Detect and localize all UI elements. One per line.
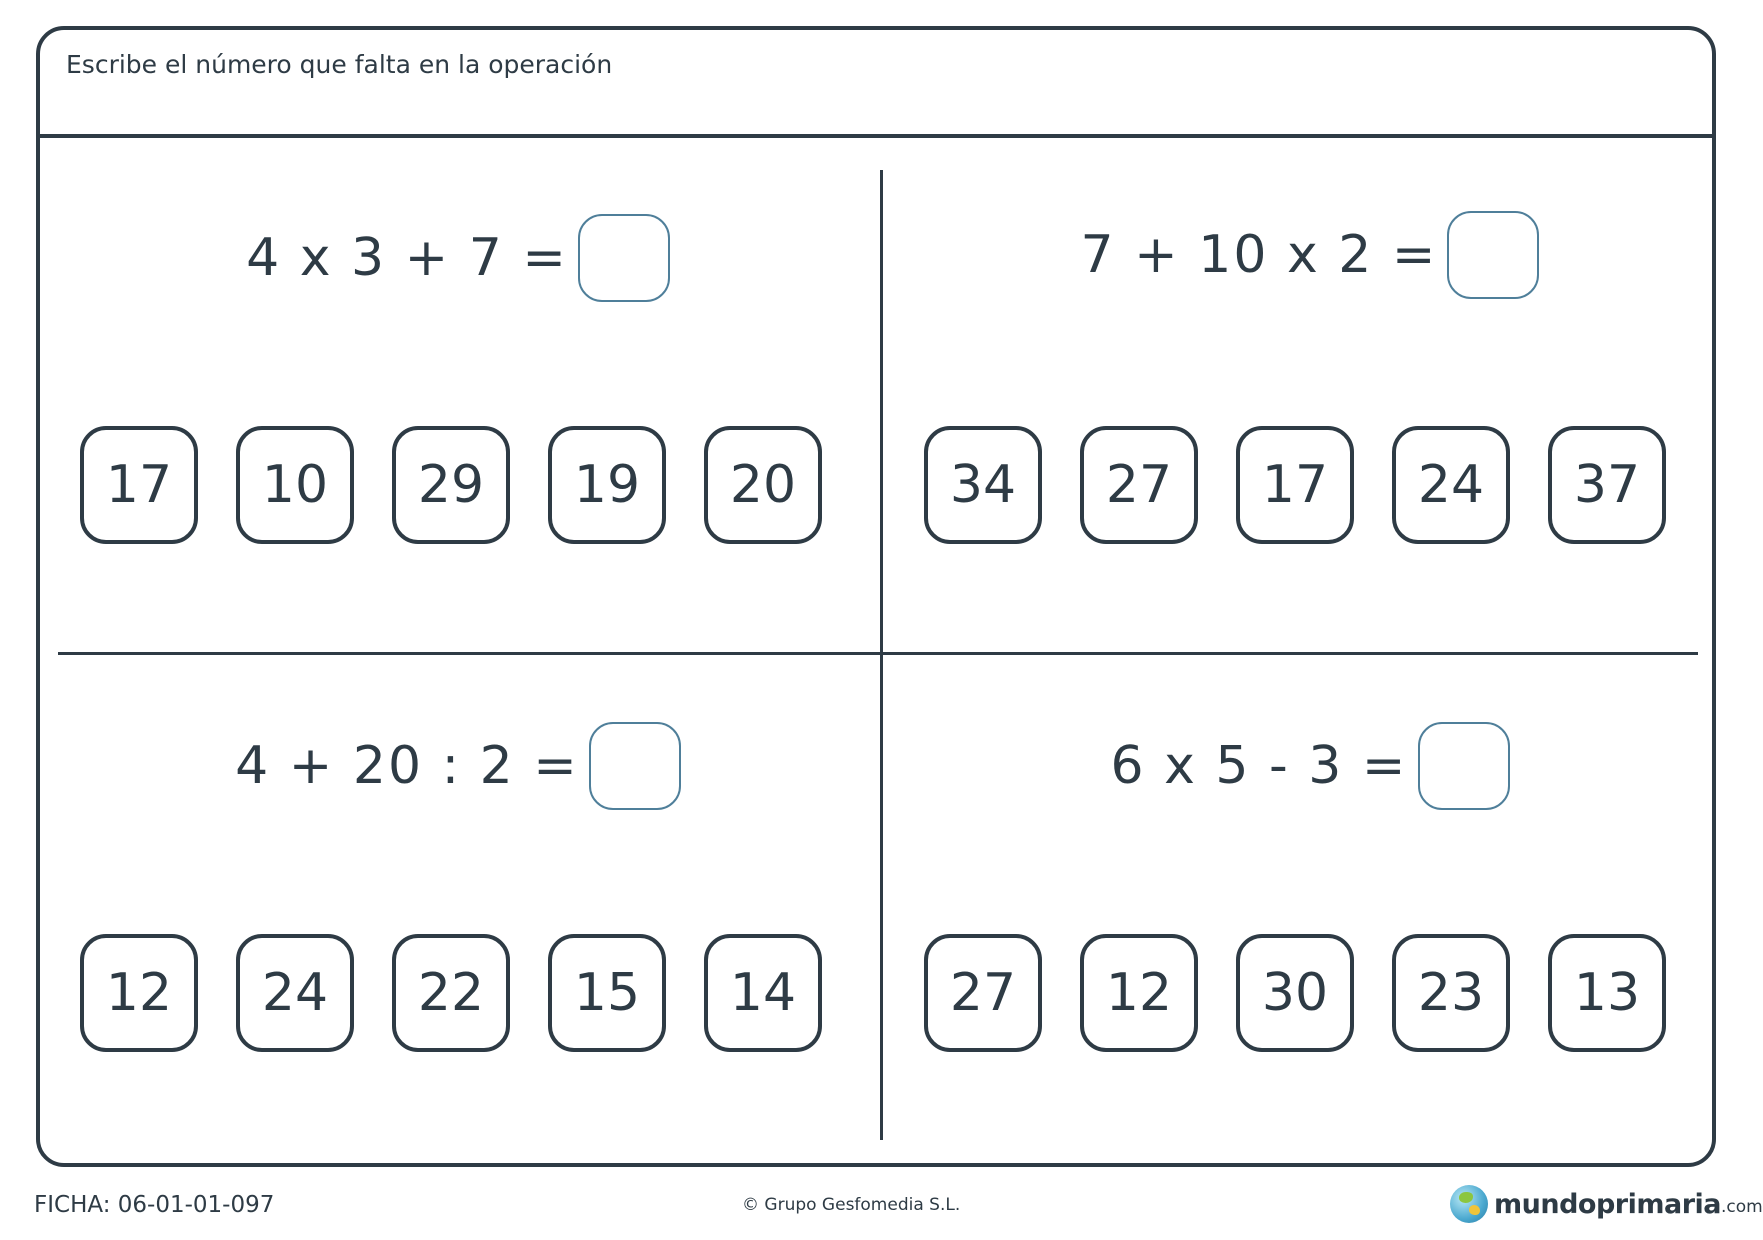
option-box[interactable]: 24 bbox=[1392, 426, 1510, 544]
logo-domain: .com bbox=[1721, 1197, 1763, 1217]
globe-icon bbox=[1450, 1185, 1488, 1223]
mundoprimaria-logo[interactable] bbox=[1450, 1185, 1763, 1223]
option-box[interactable]: 19 bbox=[548, 426, 666, 544]
exercise-4-equation bbox=[920, 716, 1700, 816]
equation-text: 7 + 10 x 2 = bbox=[1080, 225, 1438, 285]
option-box[interactable]: 23 bbox=[1392, 934, 1510, 1052]
horizontal-divider bbox=[58, 652, 1698, 655]
exercise-3-equation bbox=[68, 716, 848, 816]
answer-box[interactable] bbox=[578, 214, 670, 302]
answer-box[interactable] bbox=[1447, 211, 1539, 299]
equation-text: 4 x 3 + 7 = bbox=[246, 228, 568, 288]
option-box[interactable]: 12 bbox=[1080, 934, 1198, 1052]
exercise-4-options bbox=[924, 934, 1666, 1052]
option-box[interactable]: 24 bbox=[236, 934, 354, 1052]
option-box[interactable]: 14 bbox=[704, 934, 822, 1052]
option-box[interactable]: 27 bbox=[1080, 426, 1198, 544]
vertical-divider bbox=[880, 170, 883, 1140]
worksheet-code: FICHA: 06-01-01-097 bbox=[34, 1192, 275, 1218]
answer-box[interactable] bbox=[1418, 722, 1510, 810]
option-box[interactable]: 10 bbox=[236, 426, 354, 544]
instruction-text: Escribe el número que falta en la operación bbox=[66, 50, 613, 79]
option-box[interactable]: 37 bbox=[1548, 426, 1666, 544]
option-box[interactable]: 27 bbox=[924, 934, 1042, 1052]
option-box[interactable]: 22 bbox=[392, 934, 510, 1052]
logo-name: mundoprimaria bbox=[1494, 1188, 1721, 1220]
exercise-2-options bbox=[924, 426, 1666, 544]
header-divider bbox=[40, 134, 1712, 138]
option-box[interactable]: 20 bbox=[704, 426, 822, 544]
option-box[interactable]: 30 bbox=[1236, 934, 1354, 1052]
option-box[interactable]: 29 bbox=[392, 426, 510, 544]
option-box[interactable]: 34 bbox=[924, 426, 1042, 544]
answer-box[interactable] bbox=[589, 722, 681, 810]
exercise-1-equation bbox=[68, 208, 848, 308]
exercise-2-equation bbox=[920, 205, 1700, 305]
option-box[interactable]: 15 bbox=[548, 934, 666, 1052]
equation-text: 6 x 5 - 3 = bbox=[1110, 736, 1408, 796]
worksheet bbox=[36, 26, 1716, 1167]
copyright-text: © Grupo Gesfomedia S.L. bbox=[742, 1195, 961, 1215]
option-box[interactable]: 12 bbox=[80, 934, 198, 1052]
option-box[interactable]: 13 bbox=[1548, 934, 1666, 1052]
option-box[interactable]: 17 bbox=[80, 426, 198, 544]
exercise-3-options bbox=[80, 934, 822, 1052]
exercise-1-options bbox=[80, 426, 822, 544]
option-box[interactable]: 17 bbox=[1236, 426, 1354, 544]
equation-text: 4 + 20 : 2 = bbox=[235, 736, 579, 796]
